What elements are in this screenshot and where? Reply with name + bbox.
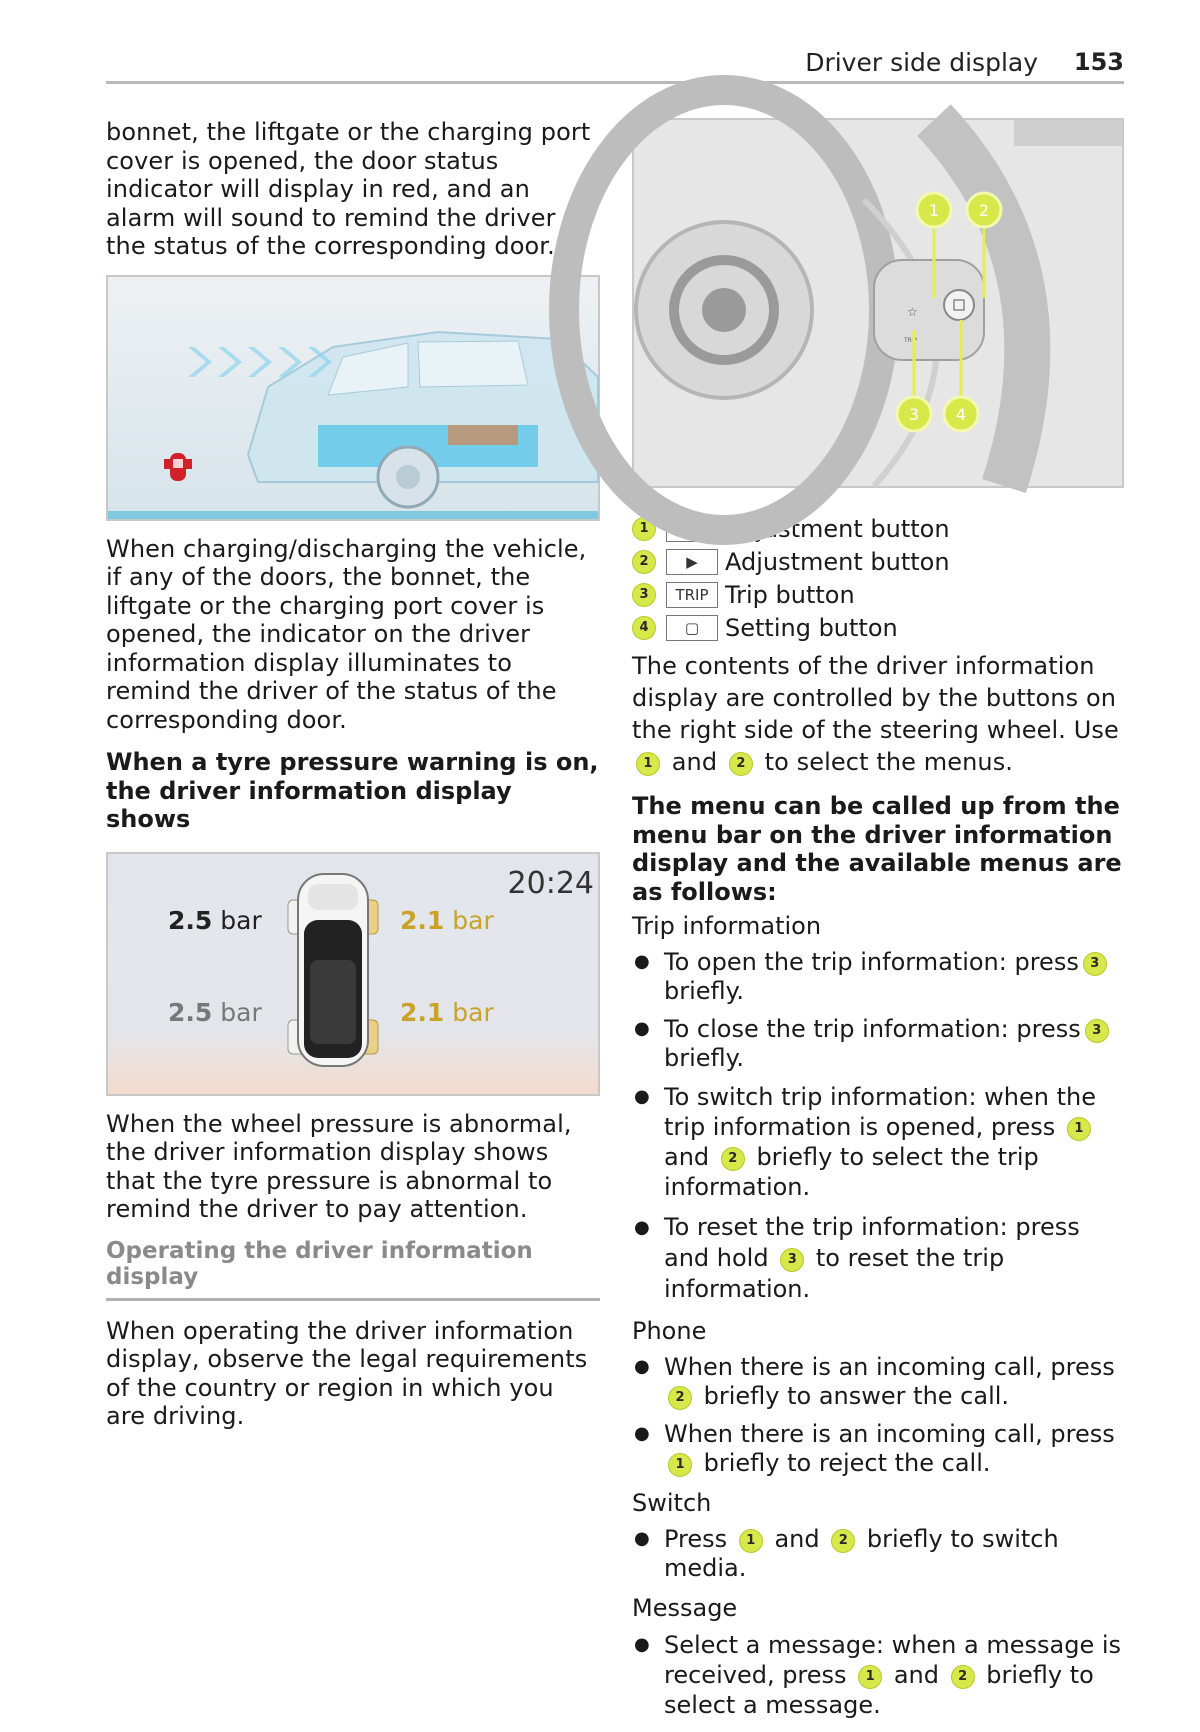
right-arrow-icon: ▶ (666, 549, 718, 575)
marker-3: 3 (1085, 1019, 1109, 1043)
clock-time: 20:24 (507, 865, 594, 901)
phone-list (632, 1353, 1124, 1477)
legend-label: Adjustment button (725, 514, 950, 543)
marker-2: 2 (668, 1386, 692, 1410)
legend-label: Setting button (725, 613, 898, 642)
callout-marker-1 (917, 193, 951, 227)
list-item: ● To close the trip information: press 3 briefly. (632, 1015, 1124, 1072)
trip-list (632, 948, 1124, 1305)
callout-marker-4 (944, 397, 978, 431)
tyre-front-right: 2.1 bar (400, 905, 494, 935)
list-item: ● Select a message: when a message is received, press 1 and 2 briefly to select a message. (632, 1630, 1124, 1720)
marker-2: 2 (729, 752, 753, 776)
legend-item (632, 611, 1124, 644)
paragraph-door-alarm: bonnet, the liftgate or the charging port cover is opened, the door status indicator will display in red, and an alarm will sound to remind the driver of the status of the corresponding door. (106, 118, 591, 260)
callout-marker-2 (967, 193, 1001, 227)
marker-2: 2 (831, 1529, 855, 1553)
left-arrow-icon: ◀ (666, 516, 718, 542)
marker-4: 4 (632, 616, 656, 640)
marker-1: 1 (1067, 1117, 1091, 1141)
switch-heading: Switch (632, 1489, 712, 1517)
legend-item (632, 545, 1124, 578)
tyre-rear-right: 2.1 bar (400, 997, 494, 1027)
charging-figure (106, 275, 600, 521)
message-list (632, 1630, 1124, 1720)
heading-tyre-warning: When a tyre pressure warning is on, the driver information display shows (106, 748, 599, 833)
paragraph-charging-indicator: When charging/discharging the vehicle, if any of the doors, the bonnet, the liftgate or the charging port cover is opened, the indicator on the driver information display illuminates to remind the driver of the status of the corresponding door. (106, 534, 587, 734)
operating-section-heading: Operating the driver information display (106, 1238, 600, 1301)
legend-label: Trip button (725, 580, 855, 609)
trip-key-icon: TRIP (666, 582, 718, 608)
charging-car-illustration (108, 277, 598, 519)
marker-3: 3 (632, 583, 656, 607)
page-number: 153 (1073, 48, 1124, 76)
marker-3: 3 (1083, 952, 1107, 976)
marker-1: 1 (739, 1529, 763, 1553)
tyre-pressure-figure (106, 852, 600, 1096)
list-item: ● When there is an incoming call, press1 briefly to reject the call. (632, 1420, 1124, 1477)
section-title: Driver side display (805, 48, 1038, 77)
heading-menu-list: The menu can be called up from the menu bar on the driver information display and the available menus are as follows: (632, 792, 1122, 906)
marker-2: 2 (632, 550, 656, 574)
marker-2: 2 (951, 1665, 975, 1689)
legend-label: Adjustment button (725, 547, 950, 576)
svg-text:1: 1 (928, 201, 940, 220)
marker-3: 3 (780, 1248, 804, 1272)
marker-1: 1 (636, 752, 660, 776)
list-item: ● When there is an incoming call, press2 briefly to answer the call. (632, 1353, 1124, 1410)
trip-information-heading: Trip information (632, 912, 822, 940)
paragraph-legal-requirements: When operating the driver information display, observe the legal requirements of the country or region in which you are driving. (106, 1316, 588, 1430)
svg-text:4: 4 (955, 405, 967, 424)
svg-text:3: 3 (908, 405, 920, 424)
svg-text:2: 2 (978, 201, 990, 220)
right-column (632, 118, 1124, 1732)
left-column (106, 118, 600, 1445)
paragraph-controls-intro: The contents of the driver information display are controlled by the buttons on the right side of the steering wheel. Use 1 and 2 to select the menus. (632, 652, 1119, 776)
svg-text:☆: ☆ (907, 305, 918, 319)
tyre-rear-left: 2.5 bar (168, 997, 262, 1027)
legend-item (632, 578, 1124, 611)
list-item: ● To switch trip information: when the trip information is opened, press 1 and 2 briefly to select the trip information. (632, 1082, 1124, 1202)
marker-2: 2 (721, 1147, 745, 1171)
steering-wheel-illustration (634, 120, 1122, 486)
marker-1: 1 (668, 1453, 692, 1477)
paragraph-wheel-pressure: When the wheel pressure is abnormal, the driver information display shows that the tyre pressure is abnormal to remind the driver to pay attention. (106, 1109, 572, 1223)
list-item: ● Press 1 and 2 briefly to switch media. (632, 1525, 1124, 1582)
tyre-front-left: 2.5 bar (168, 905, 262, 935)
callout-marker-3 (897, 397, 931, 431)
page-header (106, 44, 1124, 84)
list-item: ● To open the trip information: press 3 briefly. (632, 948, 1124, 1005)
phone-heading: Phone (632, 1317, 707, 1345)
list-item: ● To reset the trip information: press and hold 3 to reset the trip information. (632, 1212, 1124, 1305)
marker-1: 1 (632, 517, 656, 541)
steering-wheel-figure (632, 118, 1124, 488)
square-button-icon: ▢ (666, 615, 718, 641)
svg-text:TRIP: TRIP (904, 337, 918, 344)
marker-1: 1 (858, 1665, 882, 1689)
switch-list (632, 1525, 1124, 1582)
message-heading: Message (632, 1594, 738, 1622)
car-top-view-icon (278, 870, 388, 1070)
